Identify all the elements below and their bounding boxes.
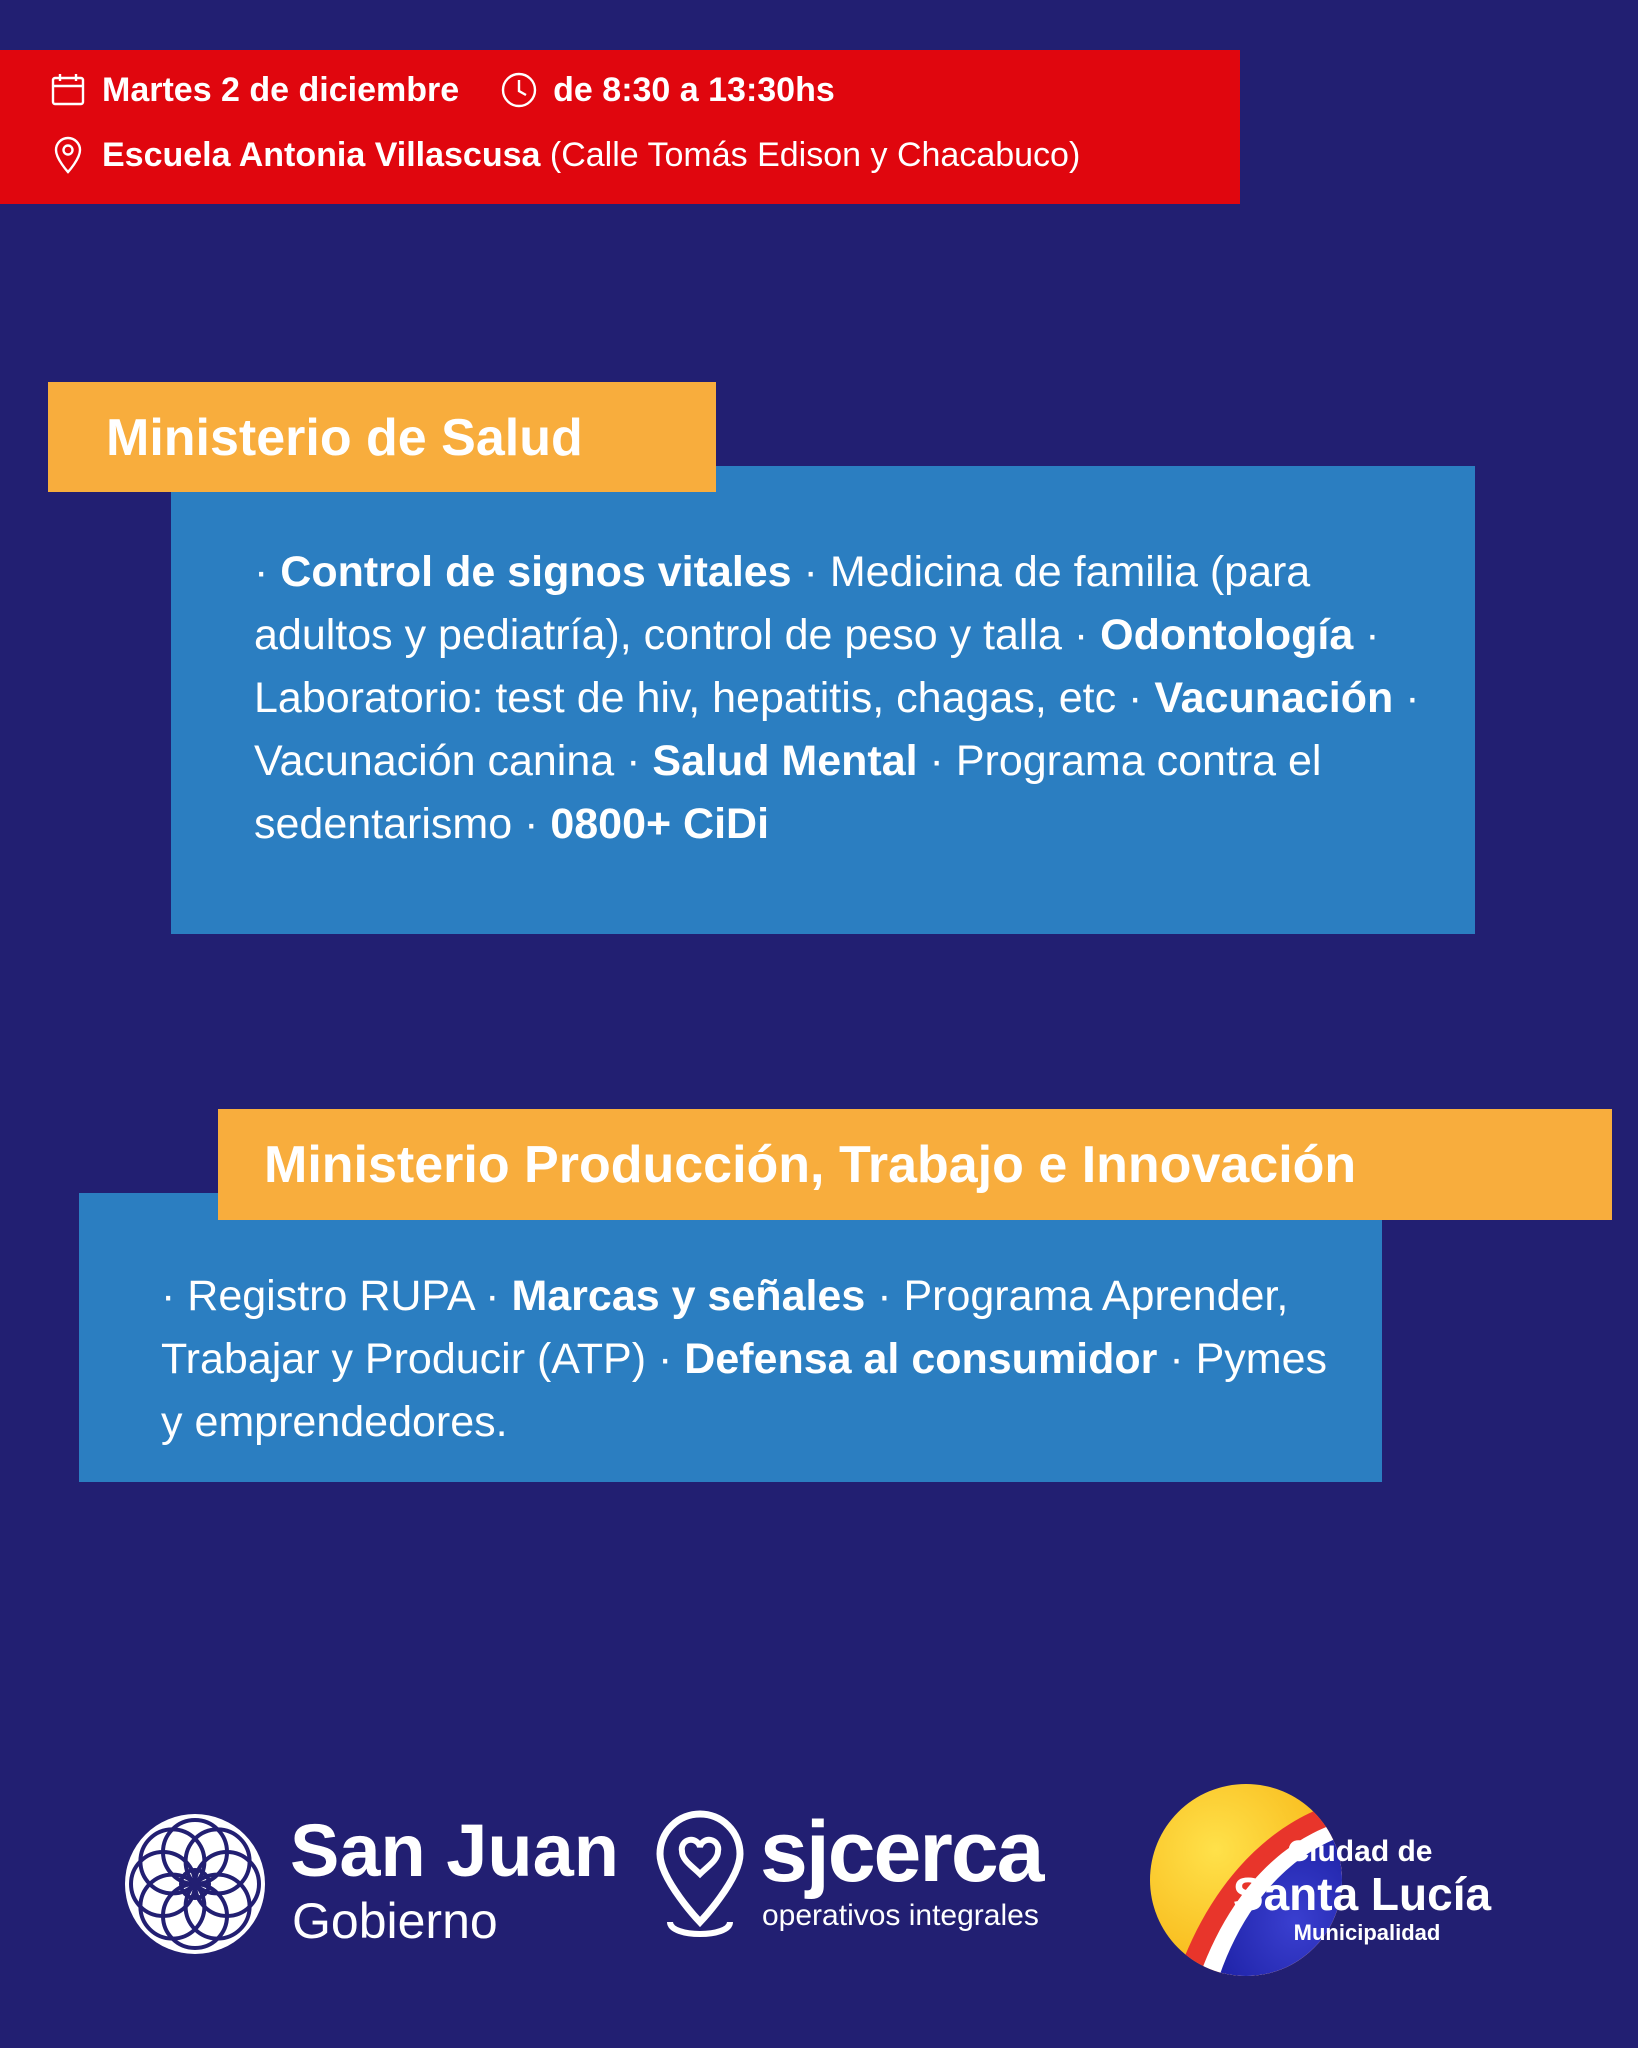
san-juan-sub: Gobierno: [292, 1893, 498, 1949]
service-defensa-consumidor: Defensa al consumidor: [684, 1335, 1158, 1383]
santa-lucia-line3: Municipalidad: [1293, 1920, 1441, 1945]
santa-lucia-logo: [1140, 1780, 1540, 1980]
calendar-icon: [48, 70, 88, 110]
produccion-section-title: Ministerio Producción, Trabajo e Innovación: [264, 1136, 1357, 1194]
service-vacunacion: Vacunación: [1154, 674, 1394, 722]
event-address: (Calle Tomás Edison y Chacabuco): [549, 135, 1081, 174]
salud-section-tag: [48, 382, 716, 492]
flower-icon: [120, 1809, 270, 1959]
salud-services-text: · Control de signos vitales · Medicina de familia (para adultos y pediatría), control de peso y talla · Odontología · Laboratorio: test de hiv, hepatitis, chagas, etc · Vacunación · Vacunación canina · Salud Mental · Programa contra el sedentarismo · 0800+ CiDi: [254, 548, 1420, 848]
salud-section-title: Ministerio de Salud: [106, 409, 583, 467]
event-banner: [0, 50, 1240, 204]
san-juan-name: San Juan: [290, 1809, 619, 1892]
service-odontologia: Odontología: [1100, 611, 1354, 659]
event-location-row: [48, 135, 1080, 175]
clock-icon: [499, 70, 539, 110]
santa-lucia-line2: Santa Lucía: [1232, 1868, 1492, 1920]
heart-pin-icon: [652, 1810, 748, 1946]
san-juan-gobierno-logo: [120, 1805, 640, 1955]
santa-lucia-line1: Ciudad de: [1287, 1835, 1433, 1868]
service-control-signos: Control de signos vitales: [280, 548, 792, 596]
event-date: Martes 2 de diciembre: [102, 70, 460, 109]
service-marcas-senales: Marcas y señales: [511, 1272, 866, 1320]
sjcerca-name: sjcerca: [760, 1804, 1043, 1900]
produccion-section-tag: [218, 1109, 1612, 1220]
produccion-services-text: · Registro RUPA · Marcas y señales · Programa Aprender, Trabajar y Producir (ATP) · Defensa al consumidor · Pymes y emprendedores.: [161, 1272, 1328, 1446]
produccion-services-box: [79, 1193, 1382, 1482]
event-date-time-row: [48, 70, 835, 110]
location-pin-icon: [48, 135, 88, 175]
event-venue: Escuela Antonia Villascusa: [102, 135, 541, 174]
sjcerca-sub: operativos integrales: [762, 1899, 1039, 1932]
event-time: de 8:30 a 13:30hs: [553, 70, 835, 109]
service-0800-cidi: 0800+ CiDi: [550, 800, 770, 848]
service-salud-mental: Salud Mental: [652, 737, 918, 785]
sjcerca-logo: [652, 1804, 1072, 1960]
salud-services-box: [171, 466, 1475, 934]
